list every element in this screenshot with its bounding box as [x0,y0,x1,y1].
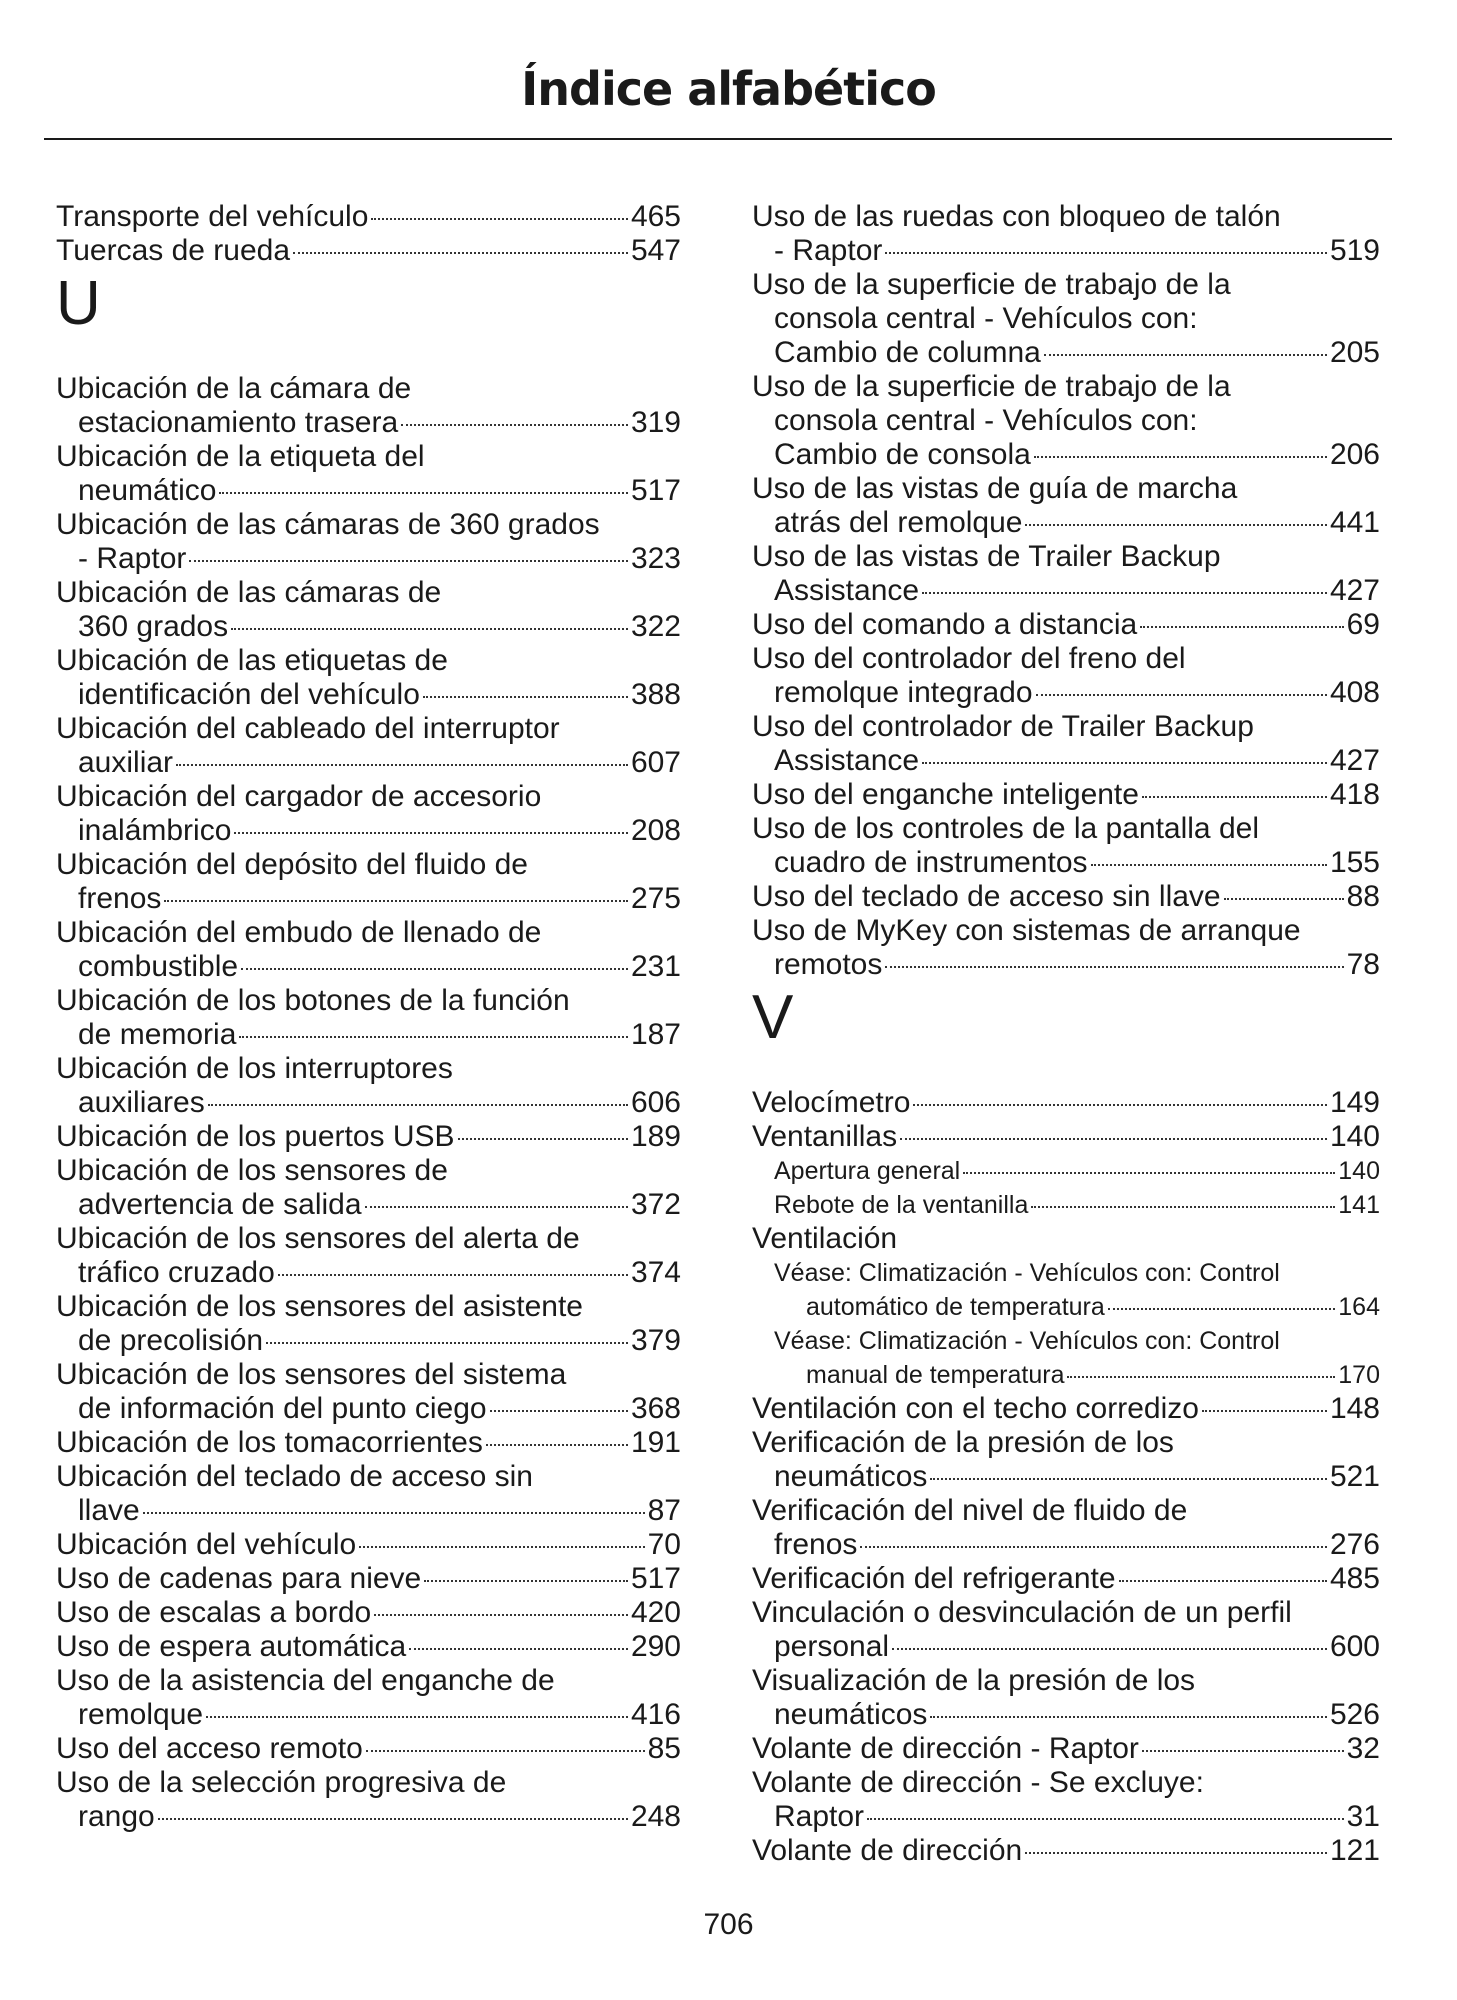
page-reference: 140 [1338,1157,1380,1185]
page-reference: 189 [630,1120,681,1153]
entry-text: identificación del vehículo [78,678,420,711]
entry-text: Uso de las vistas de Trailer Backup [752,540,1221,573]
dot-leader [266,1342,628,1344]
entry-text: Volante de dirección - Raptor [752,1732,1139,1765]
page-reference: 164 [1338,1293,1380,1321]
entry-text: Tuercas de rueda [56,234,291,267]
dot-leader [219,492,628,494]
dot-leader [1036,694,1327,696]
dot-leader [164,900,628,902]
page-reference: 319 [630,406,681,439]
dot-leader [208,1104,628,1106]
page-reference: 416 [630,1698,681,1731]
entry-text: Ubicación de los sensores del sistema [56,1358,567,1391]
page-reference: 379 [630,1324,681,1357]
dot-leader [239,1036,628,1038]
title-divider [44,138,1392,140]
page-reference: 374 [630,1256,681,1289]
index-entry [752,778,1380,812]
entry-text: frenos [78,882,162,915]
index-entry [752,1834,1380,1868]
entry-text: remolque integrado [774,676,1033,709]
entry-text: Rebote de la ventanilla [774,1191,1029,1219]
entry-text: Ubicación de los tomacorrientes [56,1426,483,1459]
index-entry [752,1562,1380,1596]
dot-leader [365,1206,628,1208]
entry-text: Cambio de columna [774,336,1041,369]
page-reference: 519 [1329,234,1380,267]
dot-leader [374,1614,628,1616]
entry-text: Ubicación de los puertos USB [56,1120,455,1153]
dot-leader [1142,796,1327,798]
page-reference: 170 [1338,1361,1380,1389]
dot-leader [930,1716,1327,1718]
dot-leader [922,592,1327,594]
entry-text: atrás del remolque [774,506,1023,539]
index-entry [56,1732,681,1766]
dot-leader [176,764,628,766]
page-reference: 427 [1329,574,1380,607]
index-entry [752,812,1380,880]
page-reference: 485 [1329,1562,1380,1595]
dot-leader [1067,1376,1335,1378]
index-entry [752,1596,1380,1664]
dot-leader [1119,1580,1327,1582]
dot-leader [900,1138,1327,1140]
page-reference: 465 [630,200,681,233]
section-letter: U [56,269,101,338]
entry-text: inalámbrico [78,814,232,847]
page-reference: 606 [630,1086,681,1119]
entry-text: Apertura general [774,1157,961,1185]
dot-leader [1044,354,1327,356]
entry-text: tráfico cruzado [78,1256,275,1289]
dot-leader [913,1104,1327,1106]
page-reference: 275 [630,882,681,915]
dot-leader [486,1444,628,1446]
index-column-left [56,200,681,1834]
index-entry [752,608,1380,642]
section-letter: V [752,983,794,1052]
dot-leader [409,1648,628,1650]
index-entry [56,1358,681,1426]
entry-text: frenos [774,1528,858,1561]
entry-text: Vinculación o desvinculación de un perfil [752,1596,1292,1629]
entry-text: Uso del teclado de acceso sin llave [752,880,1221,913]
entry-text: neumáticos [774,1460,928,1493]
dot-leader [234,832,628,834]
index-entry [56,1460,681,1528]
index-entry [752,1766,1380,1834]
dot-leader [885,252,1327,254]
entry-text: Ventilación [752,1222,898,1255]
entry-text: estacionamiento trasera [78,406,399,439]
page-reference: 78 [1346,948,1380,981]
index-entry [56,644,681,712]
index-subentry [752,1188,1380,1222]
dot-leader [278,1274,628,1276]
page-reference: 121 [1329,1834,1380,1867]
page-reference: 420 [630,1596,681,1629]
page-reference: 32 [1346,1732,1380,1765]
index-entry [752,880,1380,914]
entry-text: advertencia de salida [78,1188,362,1221]
page-reference: 441 [1329,506,1380,539]
index-entry [56,712,681,780]
entry-text: Ubicación del embudo de llenado de [56,916,542,949]
page-reference: 427 [1329,744,1380,777]
entry-text: Cambio de consola [774,438,1031,471]
entry-text: Ubicación de los interruptores [56,1052,453,1085]
page-reference: 88 [1346,880,1380,913]
entry-text: remotos [774,948,883,981]
dot-leader [892,1648,1327,1650]
entry-text: de precolisión [78,1324,264,1357]
index-entry [56,440,681,508]
index-entry [56,916,681,984]
index-entry [56,1052,681,1120]
dot-leader [867,1818,1344,1820]
entry-text: Volante de dirección [752,1834,1023,1867]
page-number: 706 [703,1908,754,1941]
entry-text: Verificación del nivel de fluido de [752,1494,1188,1527]
entry-text: manual de temperatura [806,1361,1065,1389]
dot-leader [1034,456,1327,458]
entry-text: Ubicación de los sensores del asistente [56,1290,583,1323]
entry-text: auxiliares [78,1086,205,1119]
entry-text: Ubicación del teclado de acceso sin [56,1460,533,1493]
entry-text: Uso de la asistencia del enganche de [56,1664,555,1697]
index-entry [56,200,681,234]
dot-leader [241,968,628,970]
index-entry [56,1120,681,1154]
dot-leader [359,1546,644,1548]
entry-text: Uso de la selección progresiva de [56,1766,507,1799]
dot-leader [1202,1410,1327,1412]
entry-text: Volante de dirección - Se excluye: [752,1766,1204,1799]
page-reference: 140 [1329,1120,1380,1153]
entry-text: Ubicación de la etiqueta del [56,440,425,473]
index-entry [56,1528,681,1562]
dot-leader [293,252,628,254]
page-reference: 85 [647,1732,681,1765]
entry-text: Ubicación de los sensores de [56,1154,448,1187]
entry-text: rango [78,1800,155,1833]
page-reference: 517 [630,474,681,507]
entry-text: Uso de la superficie de trabajo de la [752,370,1231,403]
index-entry [56,1766,681,1834]
entry-text: Ubicación del cableado del interruptor [56,712,560,745]
index-entry [56,1290,681,1358]
index-entry [56,1222,681,1290]
page-reference: 526 [1329,1698,1380,1731]
index-entry [56,234,681,268]
index-entry [752,710,1380,778]
page-reference: 408 [1329,676,1380,709]
page-reference: 70 [647,1528,681,1561]
dot-leader [963,1172,1335,1174]
page-reference: 69 [1346,608,1380,641]
entry-text: Verificación del refrigerante [752,1562,1116,1595]
index-entry [56,372,681,440]
entry-text: consola central - Vehículos con: [774,404,1198,437]
index-entry [56,576,681,644]
entry-text: Uso del controlador de Trailer Backup [752,710,1254,743]
entry-text: Assistance [774,574,920,607]
page-reference: 418 [1329,778,1380,811]
page-reference: 607 [630,746,681,779]
dot-leader [423,696,628,698]
page-reference: 87 [647,1494,681,1527]
index-entry [752,1392,1380,1426]
entry-text: - Raptor [774,234,883,267]
index-entry [752,1120,1380,1154]
page-reference: 149 [1329,1086,1380,1119]
index-entry [752,1086,1380,1120]
entry-text: Raptor [774,1800,865,1833]
page-reference: 248 [630,1800,681,1833]
page-reference: 187 [630,1018,681,1051]
index-entry [752,1426,1380,1494]
entry-text: - Raptor [78,542,187,575]
entry-text: 360 grados [78,610,229,643]
entry-text: Uso del comando a distancia [752,608,1138,641]
dot-leader [1025,524,1326,526]
entry-text: Ubicación del vehículo [56,1528,357,1561]
page-reference: 600 [1329,1630,1380,1663]
dot-leader [158,1818,628,1820]
entry-text: consola central - Vehículos con: [774,302,1198,335]
dot-leader [371,218,628,220]
entry-text: Uso de los controles de la pantalla del [752,812,1259,845]
page-reference: 208 [630,814,681,847]
dot-leader [930,1478,1327,1480]
entry-text: Véase: Climatización - Vehículos con: Control [774,1259,1280,1287]
dot-leader [401,424,628,426]
entry-text: auxiliar [78,746,174,779]
index-entry [752,1732,1380,1766]
entry-text: Verificación de la presión de los [752,1426,1174,1459]
entry-text: Uso del enganche inteligente [752,778,1139,811]
index-cross-reference [752,1324,1380,1392]
index-entry [56,848,681,916]
entry-text: Ubicación de las etiquetas de [56,644,448,677]
entry-text: neumáticos [774,1698,928,1731]
index-entry [752,540,1380,608]
dot-leader [490,1410,628,1412]
dot-leader [1025,1852,1327,1854]
page-reference: 206 [1329,438,1380,471]
entry-text: Uso de las vistas de guía de marcha [752,472,1238,505]
dot-leader [143,1512,645,1514]
dot-leader [860,1546,1327,1548]
page-reference: 290 [630,1630,681,1663]
index-entry [56,1596,681,1630]
index-column-right [752,200,1380,1868]
index-entry [752,370,1380,472]
dot-leader [885,966,1343,968]
dot-leader [424,1580,628,1582]
dot-leader [1140,626,1343,628]
index-entry [56,780,681,848]
index-entry [56,984,681,1052]
entry-text: Ventilación con el techo corredizo [752,1392,1199,1425]
index-entry [752,268,1380,370]
index-subentry [752,1154,1380,1188]
entry-text: personal [774,1630,890,1663]
index-entry [56,1664,681,1732]
entry-text: Véase: Climatización - Vehículos con: Control [774,1327,1280,1355]
index-entry [752,642,1380,710]
entry-text: automático de temperatura [806,1293,1105,1321]
dot-leader [231,628,628,630]
index-entry [752,1222,1380,1256]
entry-text: Velocímetro [752,1086,911,1119]
dot-leader [1031,1206,1335,1208]
entry-text: remolque [78,1698,204,1731]
page-reference: 547 [630,234,681,267]
index-entry [752,914,1380,982]
entry-text: Ubicación de los botones de la función [56,984,570,1017]
entry-text: Uso del acceso remoto [56,1732,363,1765]
dot-leader [1142,1750,1344,1752]
page-reference: 372 [630,1188,681,1221]
index-entry [752,1664,1380,1732]
entry-text: Ubicación de las cámaras de 360 grados [56,508,600,541]
entry-text: Uso de espera automática [56,1630,407,1663]
entry-text: Uso de escalas a bordo [56,1596,372,1629]
dot-leader [366,1750,645,1752]
entry-text: Assistance [774,744,920,777]
entry-text: cuadro de instrumentos [774,846,1088,879]
entry-text: Uso del controlador del freno del [752,642,1186,675]
entry-text: Visualización de la presión de los [752,1664,1196,1697]
entry-text: Ubicación de la cámara de [56,372,412,405]
index-entry [56,1154,681,1222]
entry-text: Ubicación de las cámaras de [56,576,442,609]
entry-text: Transporte del vehículo [56,200,369,233]
page-reference: 322 [630,610,681,643]
index-entry [56,508,681,576]
page-reference: 368 [630,1392,681,1425]
entry-text: de memoria [78,1018,237,1051]
index-entry [752,200,1380,268]
entry-text: Uso de cadenas para nieve [56,1562,422,1595]
entry-text: Uso de las ruedas con bloqueo de talón [752,200,1281,233]
index-entry [56,1630,681,1664]
page-reference: 31 [1346,1800,1380,1833]
entry-text: Ubicación del cargador de accesorio [56,780,542,813]
entry-text: Uso de MyKey con sistemas de arranque [752,914,1301,947]
dot-leader [922,762,1327,764]
page-reference: 148 [1329,1392,1380,1425]
page-reference: 231 [630,950,681,983]
index-entry [56,1562,681,1596]
entry-text: llave [78,1494,140,1527]
entry-text: Ventanillas [752,1120,898,1153]
page-reference: 205 [1329,336,1380,369]
entry-text: Uso de la superficie de trabajo de la [752,268,1231,301]
index-entry [752,1494,1380,1562]
entry-text: combustible [78,950,239,983]
dot-leader [1224,898,1344,900]
page-reference: 521 [1329,1460,1380,1493]
index-cross-reference [752,1256,1380,1324]
page-reference: 191 [630,1426,681,1459]
page-reference: 276 [1329,1528,1380,1561]
index-entry [56,1426,681,1460]
page-title: Índice alfabético [521,62,936,116]
entry-text: de información del punto ciego [78,1392,487,1425]
dot-leader [458,1138,628,1140]
page-reference: 141 [1338,1191,1380,1219]
page-reference: 517 [630,1562,681,1595]
page-reference: 388 [630,678,681,711]
index-entry [752,472,1380,540]
dot-leader [206,1716,628,1718]
page-reference: 155 [1329,846,1380,879]
entry-text: neumático [78,474,217,507]
page-reference: 323 [630,542,681,575]
dot-leader [189,560,628,562]
entry-text: Ubicación del depósito del fluido de [56,848,528,881]
dot-leader [1108,1308,1336,1310]
entry-text: Ubicación de los sensores del alerta de [56,1222,580,1255]
dot-leader [1091,864,1327,866]
